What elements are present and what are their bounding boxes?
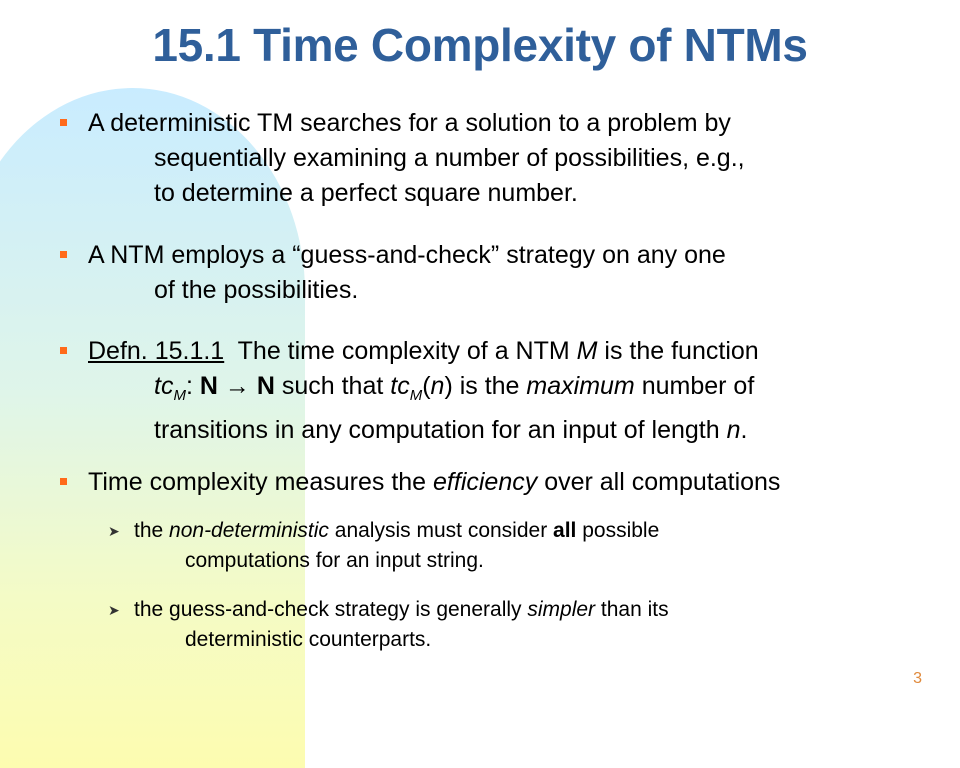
text: :	[185, 372, 200, 400]
square-bullet-icon	[60, 347, 67, 354]
emphasis: efficiency	[433, 468, 538, 496]
square-bullet-icon	[60, 478, 67, 485]
bullet-ntm-strategy	[88, 238, 908, 308]
bullet-text-line: to determine a perfect square number.	[154, 179, 578, 207]
subbullet-guess-and-check	[108, 595, 894, 655]
bullet-text-line: sequentially examining a number of possibilities, e.g.,	[154, 144, 745, 172]
math-sub: M	[173, 387, 186, 404]
text: (	[422, 372, 431, 400]
math-set: N	[199, 372, 218, 400]
math-var: tc	[390, 372, 410, 400]
math-set: N	[256, 372, 275, 400]
definition-line-1	[88, 337, 759, 365]
subbullet-line: computations for an input string.	[185, 549, 484, 572]
definition-line-3	[88, 413, 908, 448]
bullet-deterministic-tm	[88, 106, 908, 211]
math-var: n	[726, 416, 741, 444]
text: over all computations	[537, 468, 781, 496]
math-sub: M	[409, 387, 423, 404]
emphasis: non-deterministic	[169, 519, 329, 542]
bullet-text-line: of the possibilities.	[154, 276, 359, 304]
text: than its	[595, 598, 669, 621]
definition-label: Defn. 15.1.1	[88, 337, 225, 365]
arrow-bullet-icon: ➤	[108, 523, 120, 539]
text: the	[134, 519, 170, 542]
emphasis-bold: all	[553, 519, 577, 542]
math-var: M	[576, 337, 598, 365]
slide-title: 15.1 Time Complexity of NTMs	[152, 19, 808, 71]
bullet-text-line: A deterministic TM searches for a solution to a problem by	[88, 109, 731, 137]
text: is the	[452, 372, 527, 400]
text: transitions in any computation for an input of length	[154, 416, 727, 444]
text: analysis must consider	[328, 519, 554, 542]
text: such that	[274, 372, 391, 400]
text: the guess-and-check strategy is generally	[134, 598, 528, 621]
text: is the function	[597, 337, 759, 365]
text: .	[740, 416, 748, 444]
arrow-icon: →	[217, 372, 257, 400]
subbullet-nondeterministic	[108, 516, 894, 576]
text: )	[444, 372, 453, 400]
math-var: n	[430, 372, 445, 400]
emphasis: maximum	[526, 372, 635, 400]
arrow-bullet-icon: ➤	[108, 602, 120, 618]
emphasis: simpler	[527, 598, 596, 621]
text: Time complexity measures the	[88, 468, 434, 496]
subbullet-line	[134, 519, 659, 542]
bullet-text-line: A NTM employs a “guess-and-check” strategy on any one	[88, 241, 726, 269]
square-bullet-icon	[60, 119, 67, 126]
square-bullet-icon	[60, 251, 67, 258]
bullet-time-complexity	[88, 465, 908, 500]
bullet-text-line	[88, 468, 780, 496]
text: possible	[576, 519, 660, 542]
definition-line-2	[88, 369, 908, 413]
subbullet-line	[134, 598, 669, 621]
bullet-definition	[88, 334, 908, 448]
text: The time complexity of a NTM	[224, 337, 577, 365]
subbullet-line: deterministic counterparts.	[185, 628, 432, 651]
math-var: tc	[154, 372, 174, 400]
text: number of	[634, 372, 755, 400]
page-number: 3	[913, 670, 922, 687]
